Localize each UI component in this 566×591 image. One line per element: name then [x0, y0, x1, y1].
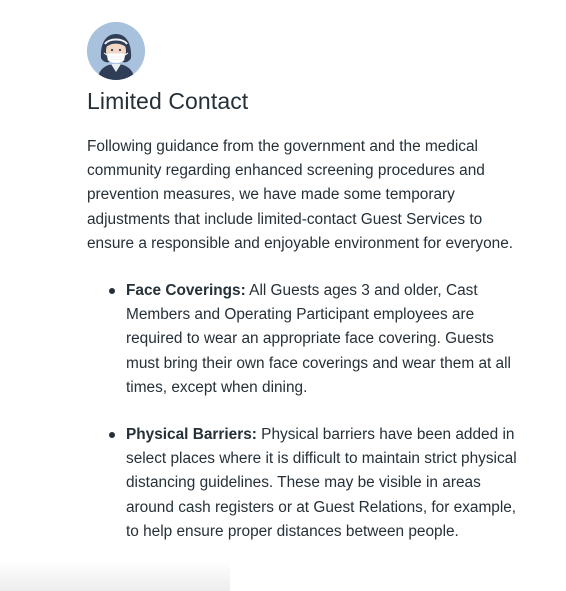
bullet-icon	[109, 432, 115, 438]
list-item-face-coverings	[87, 279, 527, 400]
list-item-term: Face Coverings:	[126, 282, 246, 300]
list-item-term: Physical Barriers:	[126, 426, 257, 444]
bullet-icon	[109, 288, 115, 294]
section-title: Limited Contact	[87, 88, 249, 114]
list-item-physical-barriers	[87, 423, 527, 544]
list-item-text: All Guests ages 3 and older, Cast Members and Operating Participant employees are required to wear an appropriate face covering. Guests must bring their own face coverings and wear them at all times, except when dining.	[126, 282, 511, 396]
limited-contact-section	[87, 22, 527, 567]
guidelines-list	[87, 279, 527, 544]
list-item-text: Physical barriers have been added in select places where it is difficult to maintain strict physical distancing guidelines. These may be visible in areas around cash registers or at Guest Relations, for example, to help ensure proper distances between people.	[126, 426, 517, 540]
intro-paragraph: Following guidance from the government and the medical community regarding enhanced screening procedures and prevention measures, we have made some temporary adjustments that include limited-contact Guest Services to ensure a responsible and enjoyable environment for everyone.	[87, 138, 514, 252]
masked-person-avatar-icon	[87, 22, 145, 80]
